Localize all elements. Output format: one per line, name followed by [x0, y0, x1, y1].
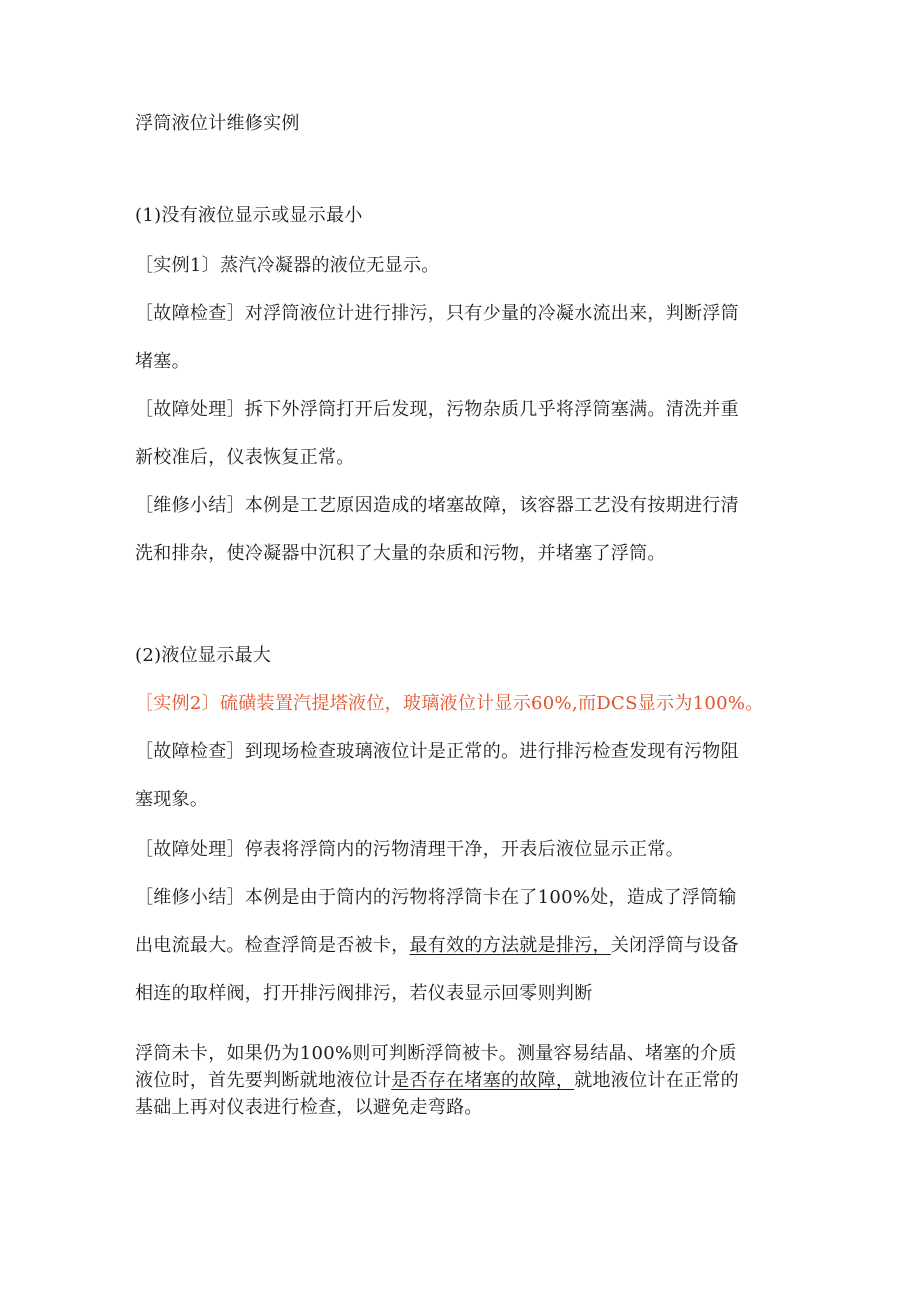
section1-check-line1: ［故障检查］对浮筒液位计进行排污，只有少量的冷凝水流出来，判断浮筒 [135, 303, 739, 324]
section1-check-line2: 堵塞。 [135, 351, 190, 372]
summary-text-post: 关闭浮筒与设备 [610, 935, 739, 956]
closing-paragraph [135, 1040, 795, 1121]
section1-summary-line2: 洗和排杂，使冷凝器中沉积了大量的杂质和污物，并堵塞了浮筒。 [135, 543, 666, 564]
section1-handle-line2: 新校准后，仪表恢复正常。 [135, 447, 355, 468]
section2-summary-line3: 相连的取样阀，打开排污阀排污，若仪表显示回零则判断 [135, 983, 593, 1004]
section2-summary-line1: ［维修小结］本例是由于筒内的污物将浮筒卡在了100%处，造成了浮筒输 [135, 887, 737, 908]
section2-check-line2: 塞现象。 [135, 789, 209, 810]
closing-text-pre: 液位时，首先要判断就地液位计 [135, 1070, 392, 1091]
closing-line3: 基础上再对仪表进行检查，以避免走弯路。 [135, 1097, 483, 1118]
section2-check-line1: ［故障检查］到现场检查玻璃液位计是正常的。进行排污检查发现有污物阻 [135, 741, 739, 762]
closing-line1: 浮筒未卡，如果仍为100%则可判断浮筒被卡。测量容易结晶、堵塞的介质 [135, 1043, 737, 1064]
section1-summary-line1: ［维修小结］本例是工艺原因造成的堵塞故障，该容器工艺没有按期进行清 [135, 495, 739, 516]
closing-underlined-text: 是否存在堵塞的故障， [391, 1070, 575, 1091]
closing-line2 [135, 1067, 795, 1094]
document-title: 浮筒液位计维修实例 [135, 113, 300, 134]
section2-heading: (2)液位显示最大 [135, 645, 272, 666]
section2-summary-line2 [135, 934, 815, 958]
summary-underlined-text: 最有效的方法就是排污， [409, 935, 611, 956]
closing-text-post: 就地液位计在正常的 [574, 1070, 739, 1091]
section2-handle: ［故障处理］停表将浮筒内的污物清理干净，开表后液位显示正常。 [135, 839, 684, 860]
summary-text-pre: 出电流最大。检查浮筒是否被卡， [135, 935, 410, 956]
section1-handle-line1: ［故障处理］拆下外浮筒打开后发现，污物杂质几乎将浮筒塞满。清洗并重 [135, 399, 739, 420]
section1-case: ［实例1〕蒸汽冷凝器的液位无显示。 [135, 255, 440, 276]
section1-heading: (1)没有液位显示或显示最小 [135, 205, 363, 226]
section2-case: ［实例2〕硫磺装置汽提塔液位，玻璃液位计显示60%,而DCS显示为100%。 [135, 693, 764, 714]
